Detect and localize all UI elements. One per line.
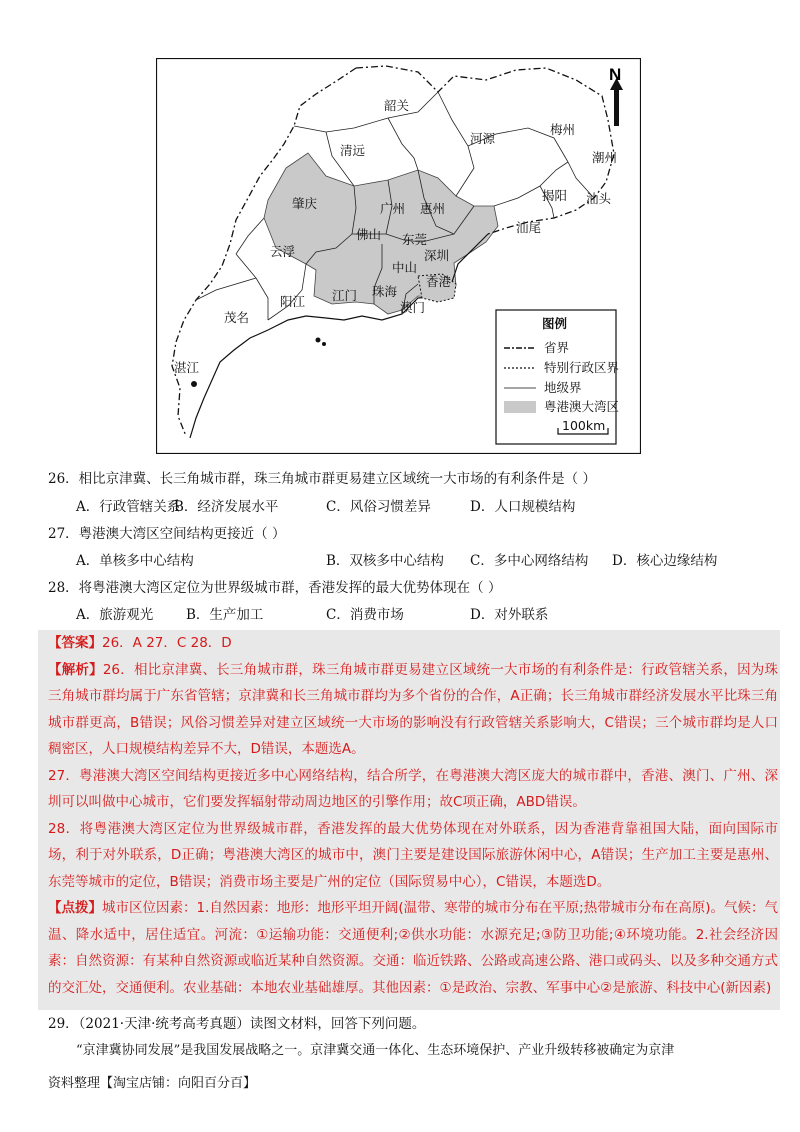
answer-text: 26．A 27．C 28．D [102,635,232,651]
question-28-stem: 28．将粤港澳大湾区定位为世界级城市群，香港发挥的最大优势体现在（ ） [48,580,502,596]
tip-tag: 【点拨】 [48,900,103,916]
city-label: 澳门 [400,300,426,315]
legend-title: 图例 [542,316,568,331]
analysis-28: 28．将粤港澳大湾区定位为世界级城市群，香港发挥的最大优势体现在对外联系，因为香港背靠祖国大陆，面向国际市场，利于对外联系，D正确；粤港澳大湾区的城市中，澳门主要是建设国际旅游休闲中心，A错误；生产加工主要是惠州、东莞等城市的定位，B错误；消费市场主要是广州的定位（国际贸易中心），C错误，本题选D。 [48,820,778,890]
city-label: 惠州 [420,201,446,216]
island [191,381,197,387]
question-26-stem: 26．相比京津冀、长三角城市群，珠三角城市群更易建立区域统一大市场的有利条件是（ ） [48,471,596,487]
city-label: 清远 [340,143,366,158]
question-27-option: B．双核多中心结构 [326,553,444,569]
analysis-tag: 【解析】 [48,661,103,678]
tip-text: 城市区位因素：1.自然因素：地形：地形平坦开阔(温带、寒带的城市分布在平原;热带城市分布在高原)。气候：气温、降水适中，居住适宜。河流：①运输功能：交通便利;②供水功能：水源充足;③防卫功能;④环境功能。2.社会经济因素：自然资源：有某种自然资源或临近某种自然资源。交通：临近铁路、公路或高速公路、港口或码头、以及多种交通方式的交汇处，交通便利。农业基础：本地农业基础雄厚。其他因素：①是政治、宗教、军事中心②是旅游、科技中心(新因素) [48,900,779,996]
city-label: 潮州 [592,150,618,165]
question-28-option: A．旅游观光 [76,607,154,623]
question-29-material: “京津冀协同发展”是我国发展战略之一。京津冀交通一体化、生态环境保护、产业升级转移被确定为京津 [76,1043,675,1058]
city-label: 茂名 [224,310,250,325]
legend-item: 地级界 [544,380,582,395]
question-29-stem: 29．（2021·天津·统考高考真题）读图文材料，回答下列问题。 [48,1016,426,1032]
city-label: 广州 [380,201,406,216]
analysis-27: 27．粤港澳大湾区空间结构更接近多中心网络结构，结合所学，在粤港澳大湾区庞大的城市群中，香港、澳门、广州、深圳可以叫做中心城市，它们要发挥辐射带动周边地区的引擎作用；故C项正确，ABD错误。 [48,767,778,810]
question-27-stem: 27．粤港澳大湾区空间结构更接近（ ） [48,526,286,542]
city-label: 汕头 [586,191,612,206]
question-26-option: C．风俗习惯差异 [326,499,431,515]
guangdong-map [156,58,641,454]
city-label: 阳江 [280,294,306,309]
answer-section [48,630,778,1001]
city-label: 汕尾 [516,220,542,235]
legend-item: 粤港澳大湾区 [544,399,620,414]
question-26-option: D．人口规模结构 [470,499,576,515]
question-28-option: B．生产加工 [186,607,264,623]
island [316,338,321,343]
north-label: N [609,65,622,84]
city-label: 湛江 [174,360,200,375]
city-label: 肇庆 [292,196,318,211]
question-27-option: A．单核多中心结构 [76,553,194,569]
legend-item: 特别行政区界 [544,360,620,375]
island [322,342,326,346]
city-label: 珠海 [372,284,398,299]
question-27-option: C．多中心网络结构 [470,553,589,569]
question-26-option: A．行政管辖关系 [76,499,181,515]
city-label: 香港 [426,274,452,289]
scale-label: 100km [562,418,606,433]
tip-section [48,895,778,1001]
answer-tag: 【答案】 [48,635,102,651]
legend-symbol-bay-area [504,401,536,413]
city-label: 河源 [470,131,496,146]
city-label: 韶关 [384,98,410,113]
legend-item: 省界 [544,340,570,355]
city-label: 深圳 [424,248,450,263]
question-28-option: D．对外联系 [470,607,549,623]
question-26-option: B．经济发展水平 [174,499,279,515]
map-figure [156,58,641,454]
legend [496,310,620,444]
city-label: 云浮 [270,244,296,259]
city-label: 江门 [332,288,358,303]
city-label: 东莞 [402,232,428,247]
city-label: 佛山 [356,227,382,242]
city-label: 揭阳 [542,188,568,203]
question-27-option: D．核心边缘结构 [612,553,718,569]
city-label: 梅州 [550,122,576,137]
question-28-option: C．消费市场 [326,607,404,623]
answer-line [48,630,778,657]
analysis-26 [48,657,778,763]
footer-note: 资料整理【淘宝店铺：向阳百分百】 [48,1076,257,1091]
city-label: 中山 [392,260,418,275]
analysis-26-text: 26．相比京津冀、长三角城市群，珠三角城市群更易建立区域统一大市场的有利条件是：行政管辖关系，因为珠三角城市群均属于广东省管辖；京津冀和长三角城市群均为多个省份的合作，A正确；长三角城市群经济发展水平比珠三角城市群更高，B错误；风俗习惯差异对建立区域统一大市场的影响没有行政管辖关系影响大，C错误；三个城市群均是人口稠密区，人口规模结构差异不大，D错误，本题选A。 [48,661,779,757]
